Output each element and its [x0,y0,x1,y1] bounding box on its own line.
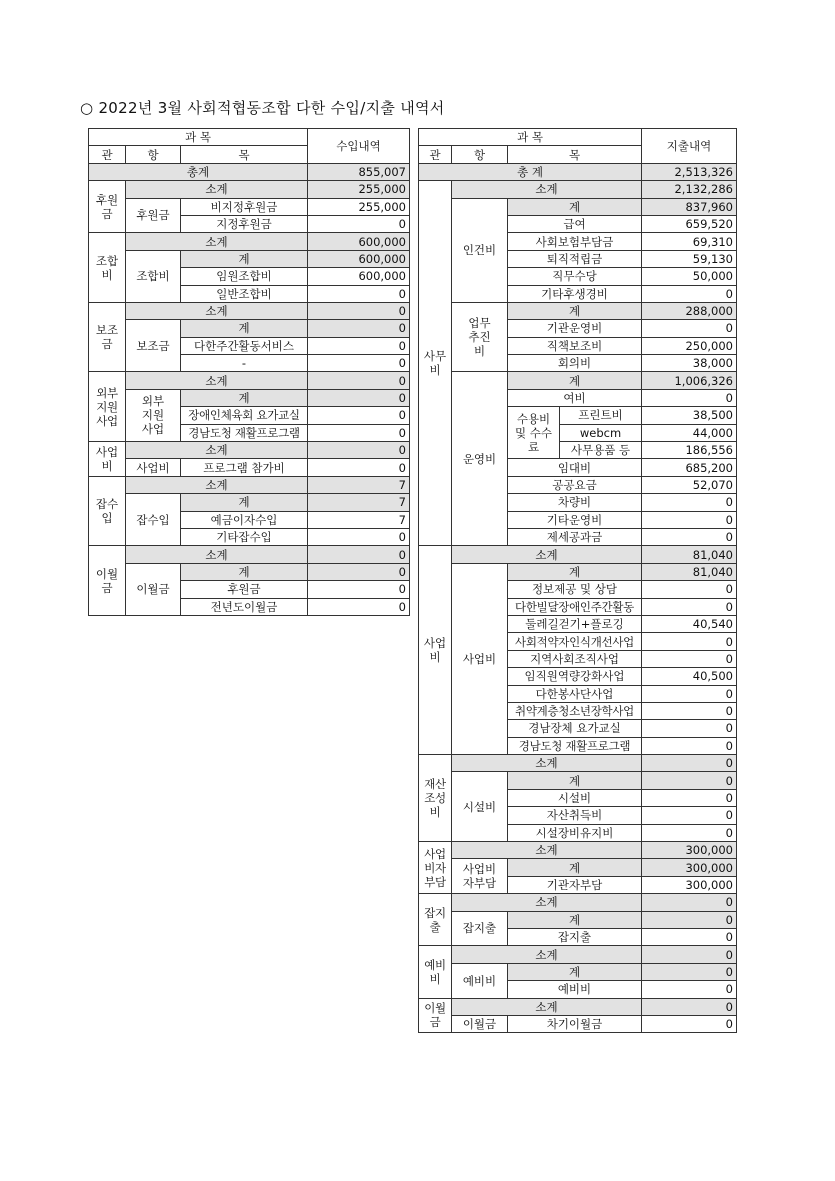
gwan-cell: 사업비자부담 [419,842,452,894]
subtotal-value: 0 [642,755,737,772]
amount-cell: 0 [642,702,737,719]
table-row [89,389,410,406]
amount-cell: 300,000 [642,876,737,893]
amount-cell: 0 [642,633,737,650]
hang-cell: 사업비 [126,459,181,476]
amount-cell: 0 [308,598,410,615]
table-row [89,163,410,180]
amount-cell: 0 [308,337,410,354]
table-row [419,163,737,180]
hang-cell: 조합비 [126,250,181,302]
subtotal-label: 소계 [452,946,642,963]
header-mok: 목 [508,146,642,163]
amount-cell: 600,000 [308,268,410,285]
kye-value: 300,000 [642,859,737,876]
amount-cell: 0 [642,981,737,998]
table-row [89,372,410,389]
mok-cell: 비지정후원금 [181,198,308,215]
table-row [419,911,737,928]
header-hang: 항 [452,146,508,163]
mok-cell: 사회적약자인식개선사업 [508,633,642,650]
page-title: ○ 2022년 3월 사회적협동조합 다한 수입/지출 내역서 [80,99,445,117]
mok-cell: 직책보조비 [508,337,642,354]
hang-cell: 인건비 [452,198,508,302]
amount-cell: 186,556 [642,442,737,459]
table-row [89,459,410,476]
mok-cell: 취약계층청소년장학사업 [508,702,642,719]
subtotal-label: 소계 [126,302,308,319]
gwan-cell: 재산조성비 [419,755,452,842]
subtotal-label: 소계 [126,181,308,198]
subtotal-label: 소계 [452,842,642,859]
mok-cell: 경남장체 요가교실 [508,720,642,737]
amount-cell: 0 [308,424,410,441]
hang-cell: 사업비 [452,563,508,754]
mok-cell: 다한주간활동서비스 [181,337,308,354]
gwan-cell: 외부지원사업 [89,372,126,442]
kye-value: 0 [642,963,737,980]
kye-value: 837,960 [642,198,737,215]
total-label: 총 계 [419,163,642,180]
mok-cell: 전년도이월금 [181,598,308,615]
header-group: 과 목 [419,129,642,146]
amount-cell: 40,540 [642,615,737,632]
amount-cell: 52,070 [642,476,737,493]
table-row [419,963,737,980]
kye-value: 0 [642,772,737,789]
mok-cell: 시설비 [508,789,642,806]
mok-cell: 기타후생경비 [508,285,642,302]
subtotal-label: 소계 [452,998,642,1015]
table-row [89,302,410,319]
amount-cell: 40,500 [642,668,737,685]
subtotal-label: 소계 [452,546,642,563]
amount-cell: 0 [642,928,737,945]
amount-cell: 0 [308,355,410,372]
amount-cell: 0 [642,685,737,702]
hang-cell: 시설비 [452,772,508,842]
mok-cell: 기타운영비 [508,511,642,528]
mok-cell: 여비 [508,389,642,406]
table-row [419,755,737,772]
kye-value: 7 [308,494,410,511]
subtotal-label: 소계 [452,894,642,911]
mok-cell: 회의비 [508,355,642,372]
expense-table [418,128,737,1033]
mok-cell: 다한봉사단사업 [508,685,642,702]
subtotal-label: 소계 [452,755,642,772]
header-group: 과 목 [89,129,308,146]
kye-label: 계 [508,911,642,928]
mok-cell: 시설장비유지비 [508,824,642,841]
table-row [419,1015,737,1032]
mok-cell: 장애인체육회 요가교실 [181,407,308,424]
amount-cell: 685,200 [642,459,737,476]
amount-cell: 0 [642,789,737,806]
table-row [419,198,737,215]
total-value: 2,513,326 [642,163,737,180]
mok-cell: 후원금 [181,581,308,598]
amount-cell: 0 [642,720,737,737]
header-amount: 지출내역 [642,129,737,164]
subtotal-value: 0 [642,946,737,963]
table-row [419,772,737,789]
mok-cell: 차량비 [508,494,642,511]
amount-cell: 0 [308,528,410,545]
table-row [89,250,410,267]
kye-label: 계 [181,320,308,337]
amount-cell: 0 [642,581,737,598]
subtotal-value: 0 [308,302,410,319]
hang-cell: 업무추진비 [452,302,508,372]
amount-cell: 0 [642,650,737,667]
subtotal-label: 소계 [126,546,308,563]
mok-cell: 일반조합비 [181,285,308,302]
amount-cell: 0 [642,737,737,754]
mok-cell: - [181,355,308,372]
mok-cell: 기관자부담 [508,876,642,893]
gwan-cell: 보조금 [89,302,126,372]
mok-cell: 사무용품 등 [560,442,642,459]
kye-value: 600,000 [308,250,410,267]
amount-cell: 0 [642,1015,737,1032]
mok-cell: 프린트비 [560,407,642,424]
mok-cell: 둘레길걷기+플로깅 [508,615,642,632]
mok-cell: 사회보험부담금 [508,233,642,250]
mok-cell: 제세공과금 [508,528,642,545]
hang-cell: 외부지원사업 [126,389,181,441]
gwan-cell: 조합비 [89,233,126,303]
kye-label: 계 [508,963,642,980]
table-row [89,198,410,215]
gwan-cell: 잡지출 [419,894,452,946]
subtotal-value: 7 [308,476,410,493]
gwan-cell: 사무비 [419,181,452,546]
gwan-cell: 사업비 [419,546,452,755]
amount-cell: 0 [642,807,737,824]
mok-cell: 지역사회조직사업 [508,650,642,667]
mok-cell: 프로그램 참가비 [181,459,308,476]
amount-cell: 0 [642,320,737,337]
gwan-cell: 예비비 [419,946,452,998]
kye-value: 81,040 [642,563,737,580]
table-row [89,442,410,459]
table-row [89,563,410,580]
table-row [419,181,737,198]
amount-cell: 0 [308,581,410,598]
amount-cell: 0 [642,389,737,406]
amount-cell: 7 [308,511,410,528]
amount-cell: 0 [642,494,737,511]
gwan-cell: 이월금 [419,998,452,1033]
amount-cell: 0 [642,528,737,545]
mok-cell: 퇴직적립금 [508,250,642,267]
hang-cell: 이월금 [126,563,181,615]
gwan-cell: 잡수입 [89,476,126,546]
kye-value: 0 [642,911,737,928]
table-row [419,129,737,146]
subtotal-value: 81,040 [642,546,737,563]
subtotal-value: 2,132,286 [642,181,737,198]
gwan-cell: 이월금 [89,546,126,616]
table-row [419,546,737,563]
table-row [419,859,737,876]
mok-cell: 직무수당 [508,268,642,285]
kye-value: 0 [308,389,410,406]
mok-cell: 임대비 [508,459,642,476]
kye-value: 0 [308,320,410,337]
subtotal-value: 0 [642,998,737,1015]
amount-cell: 0 [642,824,737,841]
mok-cell: 잡지출 [508,928,642,945]
subtotal-value: 600,000 [308,233,410,250]
hang-cell: 운영비 [452,372,508,546]
table-row [419,842,737,859]
mok-cell: 지정후원금 [181,215,308,232]
mok-cell: 임직원역량강화사업 [508,668,642,685]
table-row [89,233,410,250]
mok-cell: 공공요금 [508,476,642,493]
table-row [419,946,737,963]
table-row [419,998,737,1015]
table-row [89,476,410,493]
kye-label: 계 [508,198,642,215]
hang-cell: 보조금 [126,320,181,372]
subtotal-label: 소계 [126,372,308,389]
header-hang: 항 [126,146,181,163]
subtotal-label: 소계 [126,233,308,250]
kye-label: 계 [508,772,642,789]
amount-cell: 0 [308,407,410,424]
total-value: 855,007 [308,163,410,180]
kye-label: 계 [181,389,308,406]
hang-cell: 잡수입 [126,494,181,546]
mok-cell: 자산취득비 [508,807,642,824]
header-gwan: 관 [419,146,452,163]
hang-cell: 후원금 [126,198,181,233]
amount-cell: 50,000 [642,268,737,285]
table-row [419,372,737,389]
subtotal-label: 소계 [452,181,642,198]
kye-label: 계 [508,859,642,876]
amount-cell: 0 [308,215,410,232]
table-row [419,563,737,580]
hang-cell: 이월금 [452,1015,508,1032]
table-row [89,129,410,146]
mok-cell: 경남도청 재활프로그램 [508,737,642,754]
table-row [89,320,410,337]
table-row [89,181,410,198]
mok-cell: 임원조합비 [181,268,308,285]
kye-value: 288,000 [642,302,737,319]
income-table [88,128,410,616]
header-amount: 수입내역 [308,129,410,164]
header-gwan: 관 [89,146,126,163]
table-row [419,302,737,319]
gwan-cell: 후원금 [89,181,126,233]
mok-cell: 차기이월금 [508,1015,642,1032]
gwan-cell: 사업비 [89,442,126,477]
amount-cell: 0 [642,511,737,528]
mok-cell: 예비비 [508,981,642,998]
kye-value: 1,006,326 [642,372,737,389]
mok-cell: webcm [560,424,642,441]
amount-cell: 0 [642,598,737,615]
mok-cell: 기관운영비 [508,320,642,337]
amount-cell: 255,000 [308,198,410,215]
table-row [89,546,410,563]
kye-label: 계 [181,250,308,267]
mok-cell: 예금이자수입 [181,511,308,528]
subtotal-value: 0 [308,372,410,389]
kye-label: 계 [508,563,642,580]
amount-cell: 250,000 [642,337,737,354]
mok-cell: 경남도청 재활프로그램 [181,424,308,441]
subtotal-value: 0 [308,546,410,563]
sub-group-cell: 수용비 및 수수료 [508,407,560,459]
kye-label: 계 [181,494,308,511]
amount-cell: 38,500 [642,407,737,424]
mok-cell: 급여 [508,215,642,232]
subtotal-value: 0 [642,894,737,911]
amount-cell: 0 [642,285,737,302]
amount-cell: 38,000 [642,355,737,372]
hang-cell: 잡지출 [452,911,508,946]
kye-value: 0 [308,563,410,580]
subtotal-value: 300,000 [642,842,737,859]
kye-label: 계 [181,563,308,580]
total-label: 총계 [89,163,308,180]
hang-cell: 예비비 [452,963,508,998]
mok-cell: 다한빌달장애인주간활동 [508,598,642,615]
subtotal-label: 소계 [126,442,308,459]
mok-cell: 기타잡수입 [181,528,308,545]
mok-cell: 정보제공 및 상담 [508,581,642,598]
subtotal-value: 0 [308,442,410,459]
subtotal-label: 소계 [126,476,308,493]
table-row [419,894,737,911]
kye-label: 계 [508,302,642,319]
table-row [89,494,410,511]
amount-cell: 0 [308,459,410,476]
amount-cell: 59,130 [642,250,737,267]
header-mok: 목 [181,146,308,163]
amount-cell: 0 [308,285,410,302]
subtotal-value: 255,000 [308,181,410,198]
amount-cell: 659,520 [642,215,737,232]
hang-cell: 사업비자부담 [452,859,508,894]
amount-cell: 44,000 [642,424,737,441]
kye-label: 계 [508,372,642,389]
amount-cell: 69,310 [642,233,737,250]
